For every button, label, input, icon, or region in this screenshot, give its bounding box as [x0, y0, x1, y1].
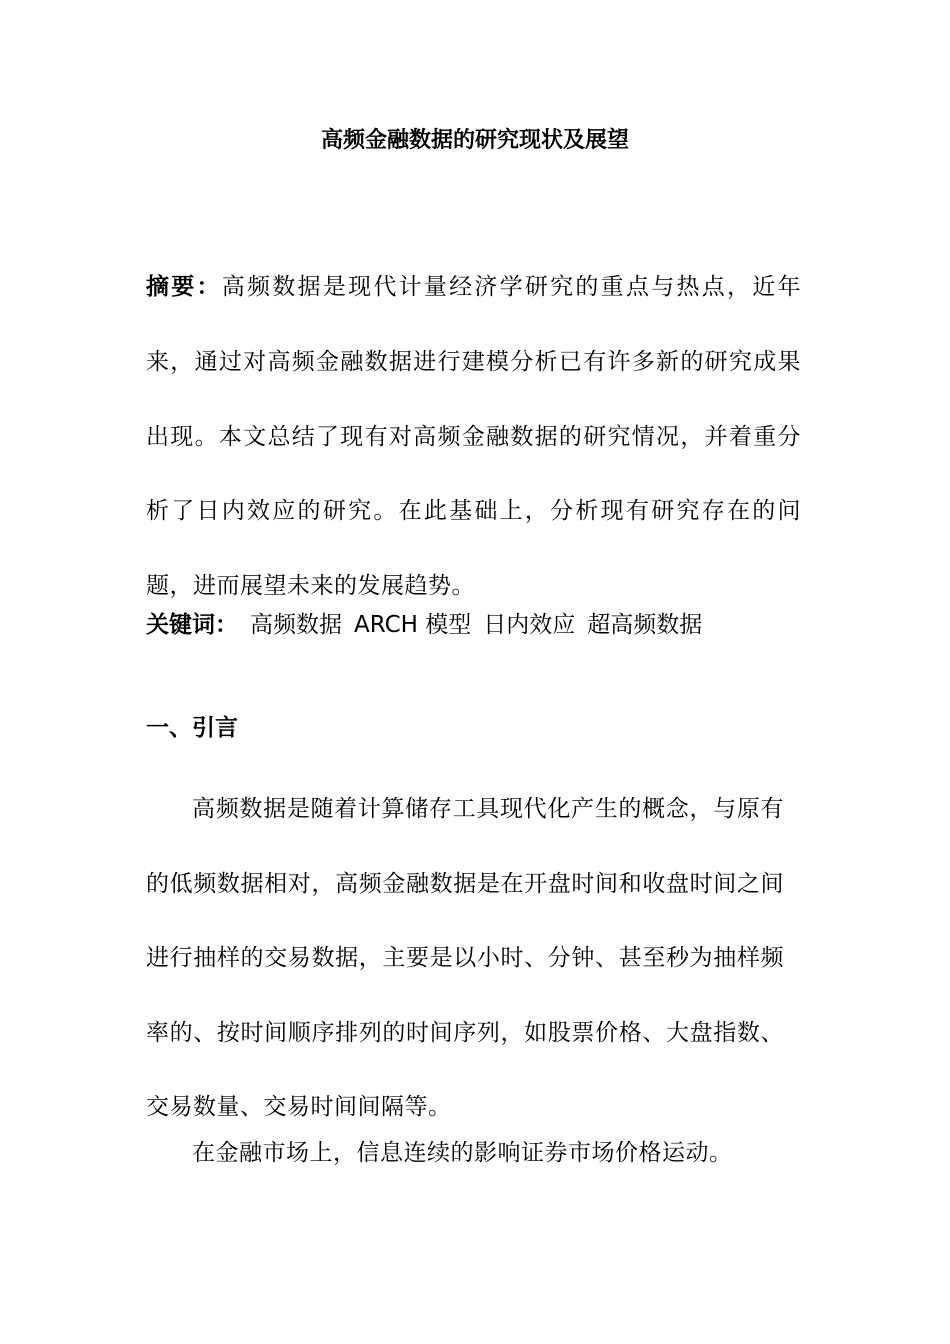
abstract-text: 高频数据是现代计量经济学研究的重点与热点，近年来，通过对高频金融数据进行建模分析已有许多新的研究成果出现。本文总结了现有对高频金融数据的研究情况，并着重分析了日内效应的研究。在此基础上，分析现有研究存在的问题，进而展望未来的发展趋势。 — [146, 274, 802, 600]
keyword-item: 超高频数据 — [587, 612, 703, 638]
abstract-label: 摘要： — [146, 274, 222, 300]
body-paragraph: 高频数据是随着计算储存工具现代化产生的概念，与原有的低频数据相对，高频金融数据是在开盘时间和收盘时间之间进行抽样的交易数据，主要是以小时、分钟、甚至秒为抽样频率的、按时间顺序排列的时间序列，如股票价格、大盘指数、交易数量、交易时间间隔等。 — [146, 796, 784, 1120]
keyword-item: ARCH 模型 — [354, 612, 472, 638]
keyword-item: 日内效应 — [483, 612, 576, 638]
keywords-label: 关键词： — [146, 612, 238, 638]
body-paragraph: 在金融市场上，信息连续的影响证券市场价格运动。 — [192, 1140, 733, 1166]
keywords-line — [146, 607, 846, 643]
document-title: 高频金融数据的研究现状及展望 — [320, 128, 629, 153]
keyword-item: 高频数据 — [250, 612, 342, 638]
abstract-paragraph — [146, 250, 801, 624]
section-heading: 一、引言 — [146, 715, 238, 741]
